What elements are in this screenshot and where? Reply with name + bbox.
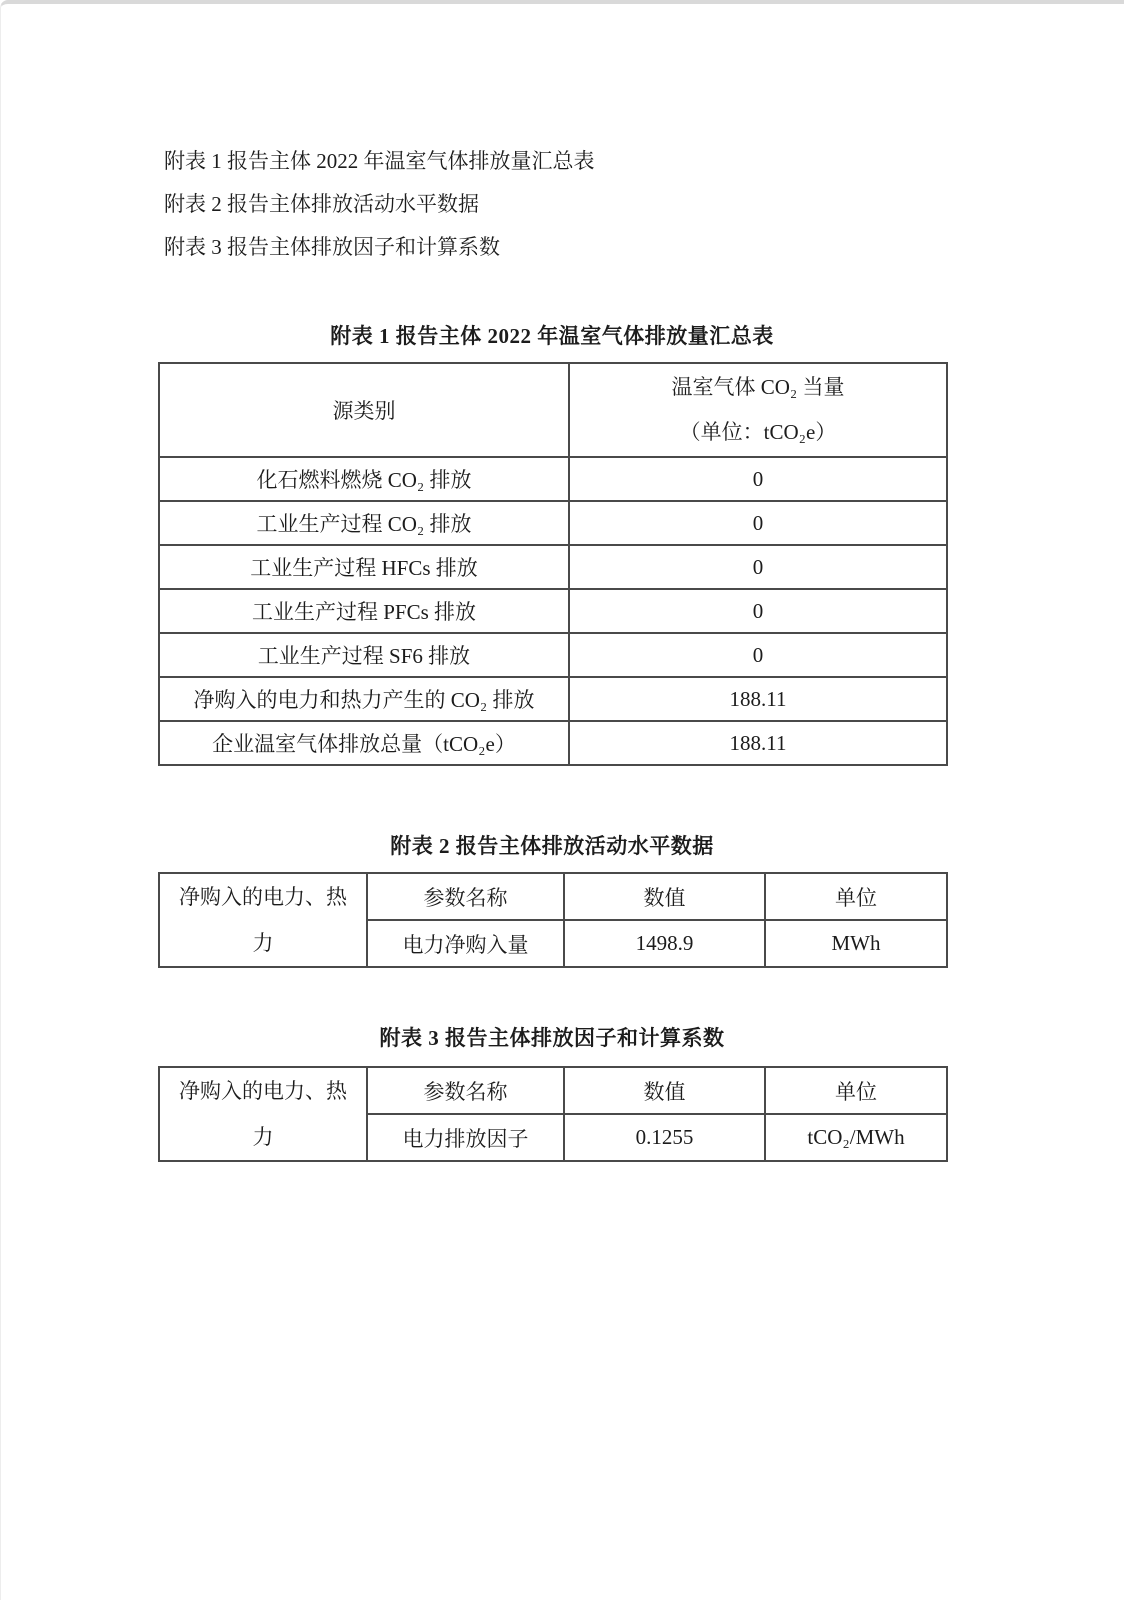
table2-row1-unit: MWh xyxy=(765,920,947,967)
table2-title: 附表 2 报告主体排放活动水平数据 xyxy=(390,834,714,858)
table1-row1-source: 化石燃料燃烧 CO₂ 排放 xyxy=(159,457,569,501)
table3-header-row xyxy=(159,1067,947,1114)
table2-row1-name: 电力净购入量 xyxy=(367,920,564,967)
table1-title: 附表 1 报告主体 2022 年温室气体排放量汇总表 xyxy=(330,324,774,348)
activity-level-table xyxy=(158,872,948,968)
table-row xyxy=(159,633,947,677)
appendix-list-item-1: 附表 1 报告主体 2022 年温室气体排放量汇总表 xyxy=(164,149,595,173)
emission-summary-table xyxy=(158,362,948,766)
table-row xyxy=(159,589,947,633)
table3-row1-name: 电力排放因子 xyxy=(367,1114,564,1161)
table1-header-co2-line2: （单位：tCO₂e） xyxy=(679,420,837,444)
table-row xyxy=(159,457,947,501)
table1-header-co2-equivalent xyxy=(569,363,947,457)
table2-header-unit: 单位 xyxy=(765,873,947,920)
table-row xyxy=(159,501,947,545)
table1-row7-source: 企业温室气体排放总量（tCO₂e） xyxy=(159,721,569,765)
table1-row6-value: 188.11 xyxy=(569,677,947,721)
table1-header-co2-line1: 温室气体 CO₂ 当量 xyxy=(671,375,845,399)
table1-row3-value: 0 xyxy=(569,545,947,589)
table1-row6-source: 净购入的电力和热力产生的 CO₂ 排放 xyxy=(159,677,569,721)
table3-row1-unit: tCO₂/MWh xyxy=(765,1114,947,1161)
table1-row5-value: 0 xyxy=(569,633,947,677)
table1-row7-value: 188.11 xyxy=(569,721,947,765)
table-row xyxy=(159,677,947,721)
table-row xyxy=(159,545,947,589)
table1-header-source-category: 源类别 xyxy=(159,363,569,457)
table1-row2-source: 工业生产过程 CO₂ 排放 xyxy=(159,501,569,545)
table2-header-value: 数值 xyxy=(564,873,765,920)
table2-category-cell: 净购入的电力、热力 xyxy=(159,873,367,967)
table1-header-row xyxy=(159,363,947,457)
table1-row4-value: 0 xyxy=(569,589,947,633)
table2-header-name: 参数名称 xyxy=(367,873,564,920)
table2-row1-value: 1498.9 xyxy=(564,920,765,967)
table1-row4-source: 工业生产过程 PFCs 排放 xyxy=(159,589,569,633)
table3-title: 附表 3 报告主体排放因子和计算系数 xyxy=(379,1026,725,1050)
appendix-list-item-3: 附表 3 报告主体排放因子和计算系数 xyxy=(164,235,500,259)
table3-header-unit: 单位 xyxy=(765,1067,947,1114)
table2-header-row xyxy=(159,873,947,920)
table-row xyxy=(159,721,947,765)
table3-category-cell: 净购入的电力、热力 xyxy=(159,1067,367,1161)
table3-header-name: 参数名称 xyxy=(367,1067,564,1114)
table3-header-value: 数值 xyxy=(564,1067,765,1114)
appendix-list-item-2: 附表 2 报告主体排放活动水平数据 xyxy=(164,192,479,216)
appendix-list xyxy=(164,140,595,269)
table1-row3-source: 工业生产过程 HFCs 排放 xyxy=(159,545,569,589)
table3-row1-value: 0.1255 xyxy=(564,1114,765,1161)
table1-row1-value: 0 xyxy=(569,457,947,501)
table1-row5-source: 工业生产过程 SF6 排放 xyxy=(159,633,569,677)
emission-factor-table xyxy=(158,1066,948,1162)
table1-row2-value: 0 xyxy=(569,501,947,545)
